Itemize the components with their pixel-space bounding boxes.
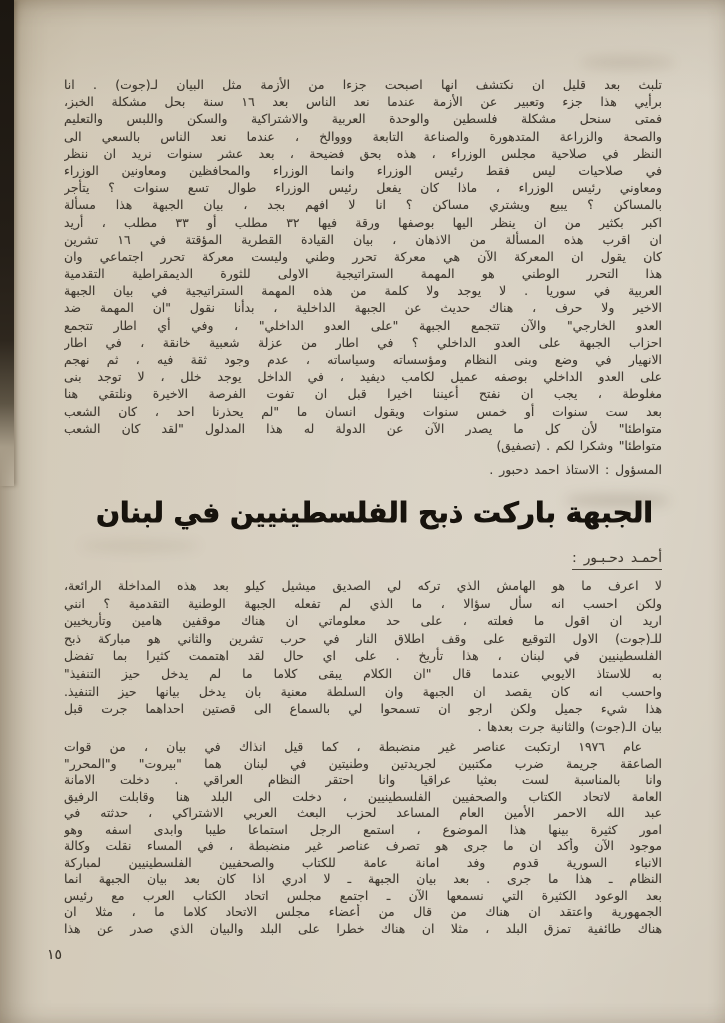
body-line: اريد ان اقول ما فعلته ، على حد معلوماتي ان هناك موقفين هامين وتأريخيين	[64, 613, 662, 629]
body-line: العربية في سوريا . لا يوجد ولا كلمة من هذه المهمة الستراتيجية في بيان الجبهة	[64, 283, 662, 299]
moderator-line: المسؤول : الاستاذ احمد دحبور .	[489, 462, 662, 477]
body-line: هذا التحرر الوطني هو المهمة الستراتيجية الاولى للثورة الديمقراطية التقدمية	[64, 266, 662, 282]
body-line: بالمساكن ؟ يبيع ويشتري مساكن ؟ انا لا افهم بجد ، بيان الجبهة هذا مسألة	[64, 197, 662, 213]
body-line: العدو الخارجي" والآن تتجمع الجبهة "على العدو الداخلي" ، وفي أي اطار تتجمع	[64, 317, 662, 333]
body-line: هذا شيء جميل ولكن ارجو ان تسمحوا لي بالسماع الى قصتين احداهما جرت قبل	[64, 701, 662, 717]
body-line: بيان الـ(جوت) والثانية جرت بعدها .	[477, 718, 662, 734]
speaker-name: أحمـد دحـبـور :	[572, 550, 662, 570]
body-line: متواطئا" لأن كل ما يصدر الآن عن الدولة له هذا المدلول "لقد كان الشعب	[64, 420, 662, 436]
body-line: هناك طائفية تمزق البلد ، مثلا ان هناك خطرا على البلد والبيان الذي صدر عن هذا	[64, 920, 662, 936]
body-line: واحسب انه كان يقصد ان الجبهة وان السلطة معنية بان يدخل بيانها حيز التنفيذ.	[64, 683, 662, 699]
body-line: اكبر بكثير من ان ينظر اليها بوصفها ورقة فيها ٣٢ مطلب أو ٣٣ مطلب ، أريد	[64, 214, 662, 230]
body-line: بعد الوعود الكثيرة التي نسمعها الآن ـ اجتمع مجلس اتحاد الكتاب العرب مع رئيس	[64, 887, 662, 903]
body-line: بعد ست سنوات أو خمس سنوات ويقول انسان ما "لم يحذرنا احد ، كان الشعب	[64, 403, 662, 419]
body-line: على العدو الداخلي بوصفه عميل لكامب ديفيد ، في الداخل يوجد خلل ، لا توجد بنى	[64, 369, 662, 385]
speaker-name-heading	[572, 550, 662, 566]
article-headline: الجبهة باركت ذبح الفلسطينيين في لبنان	[96, 496, 653, 529]
body-line: الانباء السورية قدوم وفد امانة عامة للكتاب والصحفيين الفلسطينيين لمباركة	[64, 854, 662, 870]
body-line: فمتى سنحل مشكلة فلسطين والوحدة العربية والاشتراكية والسكن واللبس والتعليم	[64, 111, 662, 127]
page-number: ١٥	[47, 947, 63, 963]
showthrough-smudge	[580, 56, 675, 69]
body-line: وانا بالمناسبة لست بعثيا عراقيا وانا احتقر النظام العراقي . دخلت الامانة	[64, 772, 662, 787]
body-line: الفلسطينيين في لبنان ، هذا تأريخ . على اي حال لقد اهتممت كثيرا بما تفضل	[64, 648, 662, 664]
body-line: به للاستاذ الايوبي عندما قال "ان الكلام يبقى كلاما ما لم يدخل حيز التنفيذ"	[64, 665, 662, 681]
body-line: تلبث بعد قليل ان نكتشف انها اصبحت جزءا من الأزمة مثل البيان لـ(جوت) . انا	[64, 77, 662, 92]
binding-edge-shadow	[0, 0, 14, 486]
body-line: ولكن احسب انه سأل سؤالا ، ما الذي لم تفعله الجبهة الوطنية التقدمية ؟ انني	[64, 595, 662, 611]
body-line: الاخير ولا حرف ، هناك حديث عن الجبهة الداخلية ، بدأنا نقول "ان المهمة ضد	[64, 300, 662, 316]
body-line: برأيي هذا جزء وتعبير عن الأزمة عندما نعد الناس بعد ١٦ سنة بحل مشكلة الخبز،	[64, 94, 662, 110]
body-line: ان اقرب هذه المسألة من الاذهان ، بيان القيادة القطرية المؤقتة في ١٦ تشرين	[64, 231, 662, 247]
body-line: موجود الآن وأكد ان ما جرى هو تصرف عناصر غير منضبطة ، في المساء نقلت وكالة	[64, 838, 662, 853]
body-line: في صلاحيات ليس فقط رئيس الوزراء وانما الوزراء والمحافظين ومعاونين الوزراء	[64, 162, 662, 178]
body-line: امور كثيرة بينها هذا الموضوع ، استمع الرجل استماعا طيبا وابدى اسفه وهو	[64, 821, 662, 837]
body-line: مغلوطة ، يجب ان نفتح أعيننا اخيرا قبل ان تفوت الفرصة الاخيرة ونلتقي هنا	[64, 386, 662, 402]
body-line: متواطئا" وشكرا لكم . (تصفيق)	[496, 437, 662, 453]
body-line: كان يقول ان المعركة الآن هي معركة تحرر وطني وليست معركة تحرر اجتماعي وان	[64, 248, 662, 264]
body-line: والصحة والزراعة المتدهورة والصناعة التابعة وووالخ ، عندما نعد الناس بالسعي الى	[64, 128, 662, 144]
transcript-continuation-paragraph	[64, 76, 662, 454]
body-line: الصاعقة جريمة ضرب مكتبين لجريدتين وطنيتين في لبنان هما "بيروت" و"المحرر"	[64, 755, 662, 771]
body-line: لا اعرف ما هو الهامش الذي تركه لي الصديق ميشيل كيلو بعد هذه المداخلة الرائعة،	[64, 578, 662, 593]
body-line: الانهيار في وضع وبنى النظام ومؤسساته وسياساته ، عدم وجود ثقة فيه ، ثم نهجم	[64, 352, 662, 367]
speech-paragraph-1	[64, 577, 662, 735]
body-line: الجمهورية واعتقد ان هناك من قال من أعضاء مجلس الاتحاد كلاما ما ، مثلا ان	[64, 904, 662, 919]
body-line: احزاب الجبهة على العدو الداخلي ؟ في اطار من عزلة شعبية خانقة ، في اطار	[64, 334, 662, 350]
showthrough-smudge	[80, 540, 200, 552]
speech-paragraph-2	[64, 739, 662, 937]
body-line: ومعاوني رئيس الوزراء ، ماذا كان يفعل رئيس الوزراء طوال تسع سنوات ؟ يتأجر	[64, 180, 662, 196]
body-line: عام ١٩٧٦ ارتكبت عناصر غير منضبطة ، كما قيل انذاك في بيان ، من قوات	[64, 739, 643, 754]
body-line: العامة لاتحاد الكتاب والصحفيين الفلسطينيين ، دخلت الى البلد هنا وقابلت الرفيق	[64, 788, 662, 804]
body-line: النظام ـ هذا ما جرى . بعد بيان الجبهة ـ لا ادري اذا كان بعد بيان الجبهة انما	[64, 871, 662, 886]
body-line: النظر في صلاحية مجلس الوزراء ، هذه بحق فضيحة ، بعد عشر سنوات نريد ان ننظر	[64, 145, 662, 161]
body-line: للـ(جوت) الاول التوقيع على وقف اطلاق النار في حرب تشرين والثاني هو مباركة ذبح	[64, 630, 662, 646]
body-line: عبد الله الاحمر الأمين العام المساعد لحزب البعث العربي الاشتراكي ، حدثته في	[64, 805, 662, 820]
